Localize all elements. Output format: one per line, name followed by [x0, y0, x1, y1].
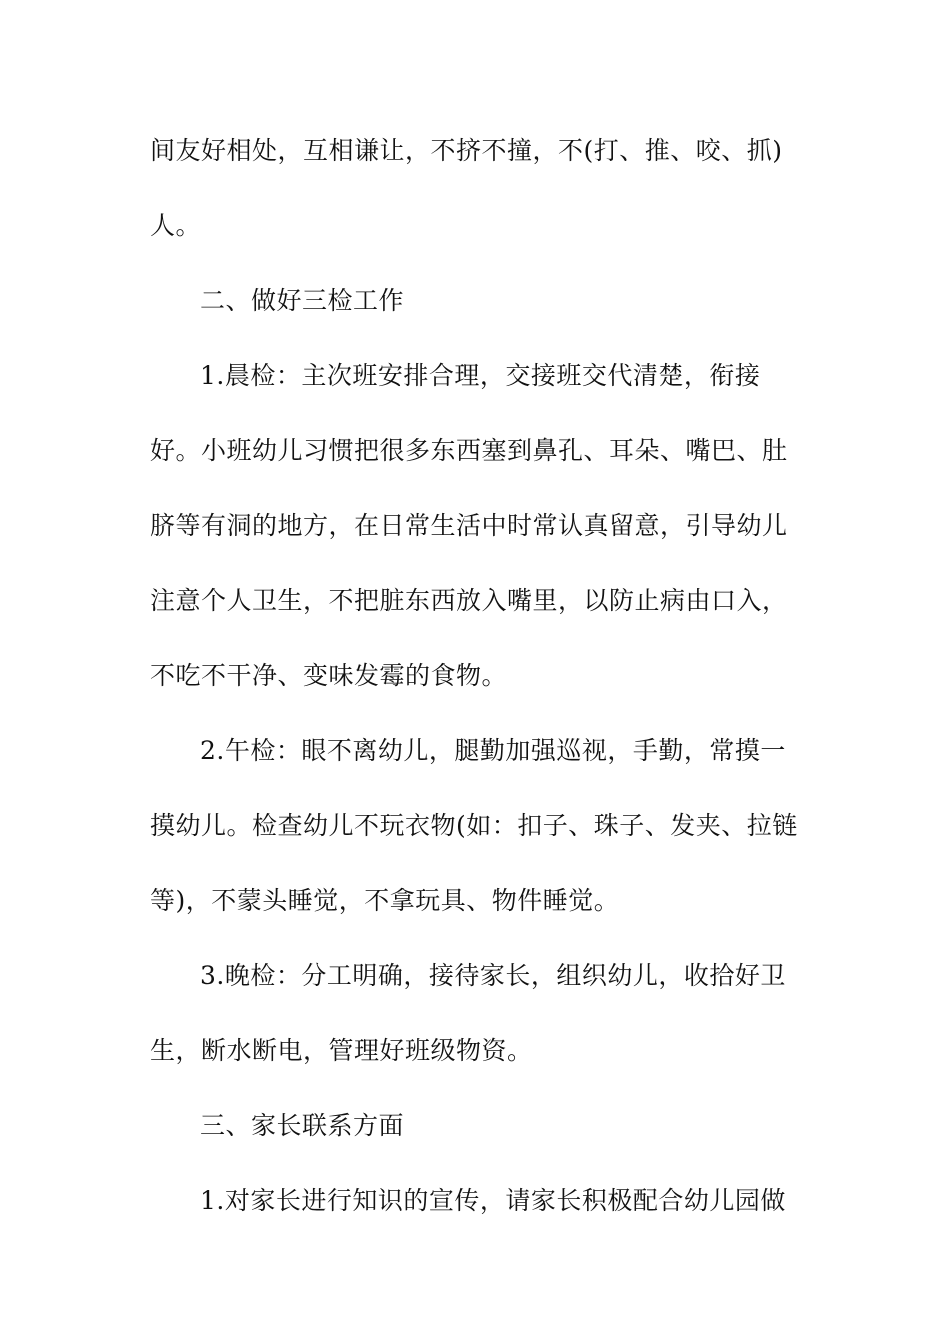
paragraph-line: 2.午检：眼不离幼儿，腿勤加强巡视，手勤，常摸一 [200, 736, 786, 765]
paragraph-line: 等)，不蒙头睡觉，不拿玩具、物件睡觉。 [150, 886, 620, 915]
section-heading: 二、做好三检工作 [200, 286, 405, 315]
paragraph-line: 摸幼儿。检查幼儿不玩衣物(如：扣子、珠子、发夹、拉链 [150, 811, 798, 840]
paragraph-line: 好。小班幼儿习惯把很多东西塞到鼻孔、耳朵、嘴巴、肚 [150, 436, 788, 465]
paragraph-line: 脐等有洞的地方，在日常生活中时常认真留意，引导幼儿 [150, 511, 788, 540]
paragraph-line: 间友好相处，互相谦让，不挤不撞，不(打、推、咬、抓) [150, 136, 783, 165]
section-heading: 三、家长联系方面 [200, 1111, 405, 1140]
paragraph-line: 生，断水断电，管理好班级物资。 [150, 1036, 533, 1065]
paragraph-line: 注意个人卫生，不把脏东西放入嘴里，以防止病由口入， [150, 586, 788, 615]
paragraph-line: 1.晨检：主次班安排合理，交接班交代清楚，衔接 [200, 361, 761, 390]
paragraph-line: 3.晚检：分工明确，接待家长，组织幼儿，收拾好卫 [200, 961, 786, 990]
paragraph-line: 1.对家长进行知识的宣传，请家长积极配合幼儿园做 [200, 1186, 786, 1215]
paragraph-line: 人。 [150, 211, 202, 240]
paragraph-line: 不吃不干净、变味发霉的食物。 [150, 661, 508, 690]
